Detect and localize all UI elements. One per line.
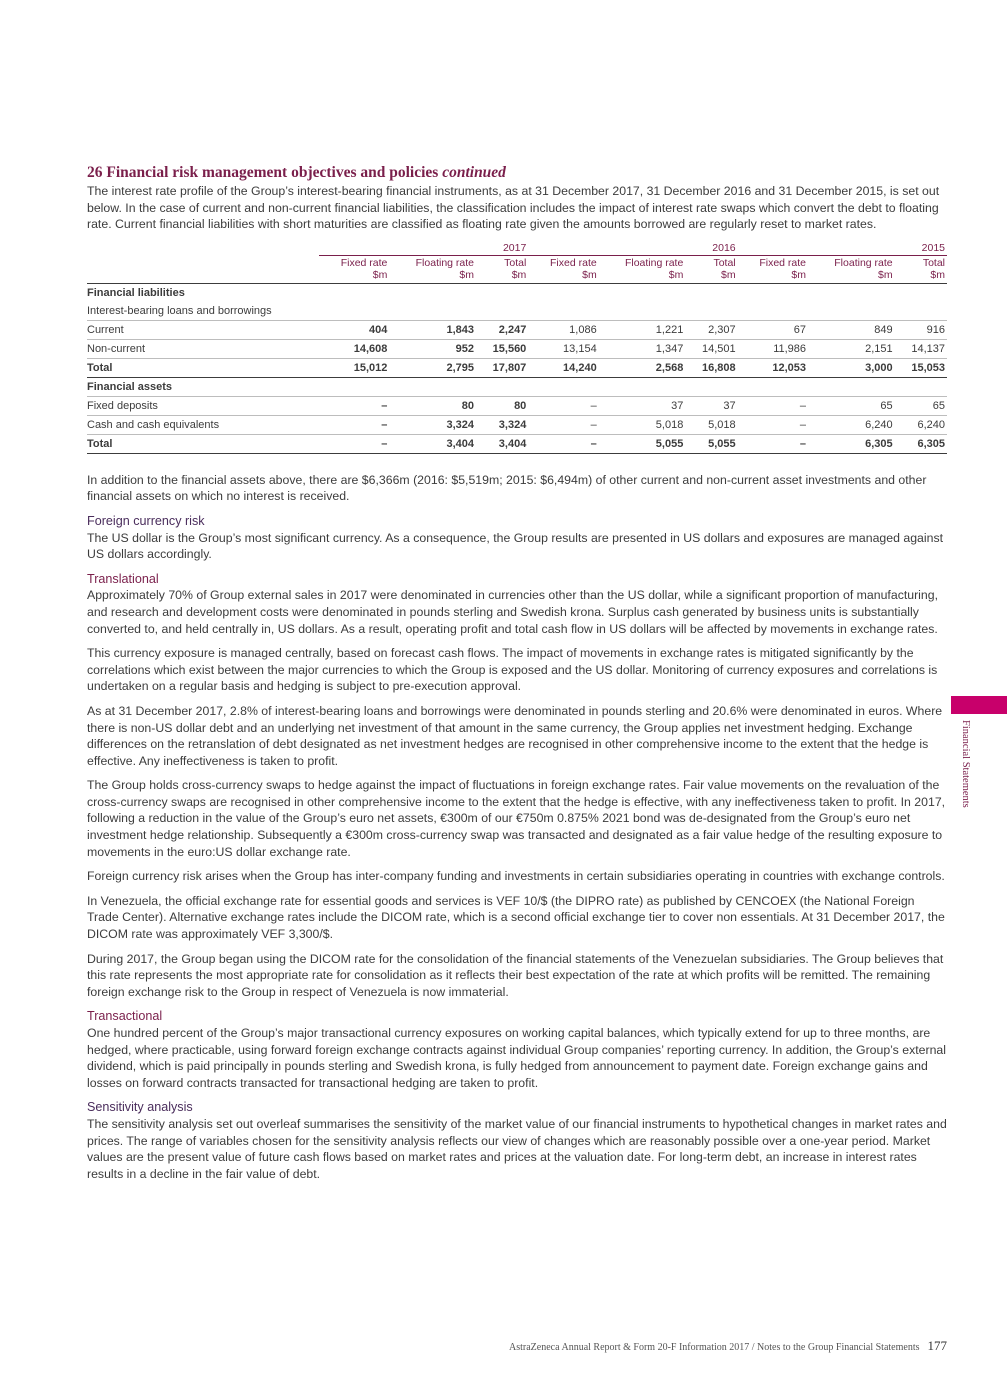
col-floating-2017: Floating rate $m [389, 255, 476, 283]
transactional-paragraph: One hundred percent of the Group’s major transactional currency exposures on working capital balances, which typically extend for up to three months, are hedged, where practicable, using forward foreign exchange contracts against individual Group companies’ reporting currency. In addition, the Group’s external dividend, which is paid principally in pounds sterling and Swedish krona, is fully hedged from announcement to payment date. Foreign exchange gains and losses on forward contracts transacted for transactional hedging are taken to profit. [87, 1026, 946, 1090]
table-cell: 11,986 [738, 339, 808, 358]
col-floating-2016: Floating rate $m [599, 255, 686, 283]
translational-paragraph-1: Approximately 70% of Group external sales in 2017 were denominated in currencies other than the US dollar, while a significant proportion of manufacturing, and research and development costs were denominated in pounds sterling and Swedish krona. Surplus cash generated by business units is substantially converted to, and held centrally in, US dollars. As a result, operating profit and total cash flow in US dollars will be affected by movements in exchange rates. [87, 588, 939, 636]
fx-paragraph: The US dollar is the Group’s most significant currency. As a consequence, the Group results are presented in US dollars and exposures are managed against US dollars accordingly. [87, 530, 944, 562]
table-cell: 80 [476, 396, 528, 415]
table-cell: 3,404 [476, 434, 528, 453]
table-cell: 2,247 [476, 320, 528, 339]
table-cell: – [738, 434, 808, 453]
table-cell: 1,347 [599, 339, 686, 358]
table-cell: 15,053 [895, 358, 947, 377]
subsection-row-loans: Interest-bearing loans and borrowings [87, 302, 947, 321]
table-cell: – [528, 415, 598, 434]
translational-paragraph-6: In Venezuela, the official exchange rate for essential goods and services is VEF 10/$ (the DIPRO rate) as published by CENCOEX (the National Foreign Trade Center). Alternative exchange rates include the DICOM rate, which is a second official exchange tier to cover non essentials. At 31 December 2017, the DICOM rate was approximately VEF 3,300/$. [87, 893, 945, 942]
total-row [87, 434, 947, 453]
table-cell: 16,808 [685, 358, 737, 377]
heading-transactional: Transactional [87, 1009, 163, 1024]
title-suffix: continued [442, 164, 506, 181]
table-cell: 65 [808, 396, 895, 415]
table-cell: 13,154 [528, 339, 598, 358]
table-cell: 67 [738, 320, 808, 339]
heading-foreign-currency-risk: Foreign currency risk [87, 513, 205, 528]
table-cell: 5,018 [599, 415, 686, 434]
col-total-2017: Total $m [476, 255, 528, 283]
translational-paragraph-3: As at 31 December 2017, 2.8% of interest-bearing loans and borrowings were denominated in pounds sterling and 20.6% were denominated in euros. Where there is non-US dollar debt and an underlying net investment of that amount in the same currency, the Group applies net investment hedging. Exchange differences on the retranslation of debt designated as net investment hedges are recognised in other comprehensive income to the extent that the hedge is effective. Any ineffectiveness is taken to profit. [87, 703, 943, 768]
table-cell: – [738, 396, 808, 415]
table-cell: 12,053 [738, 358, 808, 377]
table-cell: 3,000 [808, 358, 895, 377]
table-cell: 14,240 [528, 358, 598, 377]
table-cell: 849 [808, 320, 895, 339]
heading-sensitivity-analysis: Sensitivity analysis [87, 1100, 193, 1115]
section-row-liabilities: Financial liabilities [87, 286, 185, 299]
table-cell: 6,305 [895, 434, 947, 453]
table-cell: – [319, 396, 389, 415]
table-cell: 1,221 [599, 320, 686, 339]
page-number: 177 [927, 1338, 947, 1353]
table-cell: 3,324 [476, 415, 528, 434]
table-cell: 6,240 [895, 415, 947, 434]
table-row [87, 320, 947, 339]
after-table-paragraph: In addition to the financial assets above, there are $6,366m (2016: $5,519m; 2015: $6,494m) of other current and non-current asset investments and other financial assets on which no interest is received. [87, 472, 927, 504]
table-cell: 37 [599, 396, 686, 415]
section-title: 26 Financial risk management objectives and policies continued [87, 164, 506, 181]
col-floating-2015: Floating rate $m [808, 255, 895, 283]
table-cell: – [528, 396, 598, 415]
table-cell: 3,404 [389, 434, 476, 453]
table-cell: – [319, 415, 389, 434]
table-cell: 6,305 [808, 434, 895, 453]
section-row-assets: Financial assets [87, 377, 947, 396]
table-cell: 916 [895, 320, 947, 339]
year-header-row [87, 241, 947, 256]
table-cell: – [528, 434, 598, 453]
table-cell: 2,795 [389, 358, 476, 377]
page-footer [509, 1338, 947, 1354]
col-fixed-2015: Fixed rate $m [738, 255, 808, 283]
table-cell: 2,151 [808, 339, 895, 358]
column-header-row [87, 255, 947, 283]
col-total-2015: Total $m [895, 255, 947, 283]
year-2017: 2017 [319, 241, 528, 256]
table-cell: 5,055 [685, 434, 737, 453]
translational-paragraph-2: This currency exposure is managed centrally, based on forecast cash flows. The impact of movements in exchange rates is mitigated significantly by the correlations which exist between the major currencies to which the Group is exposed and the US dollar. Monitoring of currency exposures and correlations is undertaken on a regular basis and hedging is subject to pre-execution approval. [87, 646, 938, 694]
table-cell: 952 [389, 339, 476, 358]
col-fixed-2016: Fixed rate $m [528, 255, 598, 283]
intro-paragraph: The interest rate profile of the Group’s interest-bearing financial instruments, as at 31 December 2017, 31 December 2016 and 31 December 2015, is set out below. In the case of current and non-current financial liabilities, the classification includes the impact of interest rate swaps which convert the debt to floating rate. Current financial liabilities with short maturities are classified as floating rate given the amounts borrowed are regularly reset to market rates. [87, 184, 940, 232]
table-cell: 2,568 [599, 358, 686, 377]
col-fixed-2017: Fixed rate $m [319, 255, 389, 283]
col-total-2016: Total $m [685, 255, 737, 283]
table-cell: 14,137 [895, 339, 947, 358]
section-side-label: Financial Statements [960, 720, 971, 808]
table-cell: 3,324 [389, 415, 476, 434]
heading-translational: Translational [87, 571, 159, 586]
translational-paragraph-7: During 2017, the Group began using the DICOM rate for the consolidation of the financial statements of the Venezuelan subsidiaries. The Group believes that this rate represents the most appropriate rate for consolidation as it reflects their best expectation of the rate at which profits will be remitted. The remaining foreign exchange risk to the Group in respect of Venezuela is now immaterial. [87, 951, 944, 999]
table-cell: 404 [319, 320, 389, 339]
row-label: Cash and cash equivalents [87, 415, 319, 434]
table-row [87, 415, 947, 434]
table-cell: 2,307 [685, 320, 737, 339]
year-2015: 2015 [738, 241, 947, 256]
table-cell: 15,012 [319, 358, 389, 377]
table-cell: 15,560 [476, 339, 528, 358]
table-cell: 5,018 [685, 415, 737, 434]
table-cell: 14,608 [319, 339, 389, 358]
year-2016: 2016 [528, 241, 737, 256]
table-cell: 65 [895, 396, 947, 415]
total-row [87, 358, 947, 377]
table-cell: 37 [685, 396, 737, 415]
table-cell: – [738, 415, 808, 434]
table-cell: 80 [389, 396, 476, 415]
section-tab-marker [951, 696, 1007, 714]
table-cell: 5,055 [599, 434, 686, 453]
row-label: Fixed deposits [87, 396, 319, 415]
translational-paragraph-4: The Group holds cross-currency swaps to hedge against the impact of fluctuations in foreign exchange rates. Fair value movements on the revaluation of the cross-currency swaps are recognised in other comprehensive income to the extent that the hedge is effective, with any ineffectiveness taken to profit. In 2017, following a reduction in the value of the Group’s euro net assets, €300m of our €750m 0.875% 2021 bond was de-designated from the Group’s euro net investment hedge relationship. Subsequently a €300m cross-currency swap was transacted and designated as a fair value hedge of the resulting exposure to movements in the euro:US dollar exchange rate. [87, 778, 946, 859]
interest-rate-profile-table [87, 241, 947, 454]
row-label: Non-current [87, 339, 319, 358]
page-content [87, 163, 947, 1190]
table-cell: 17,807 [476, 358, 528, 377]
table-cell: 1,086 [528, 320, 598, 339]
footer-text: AstraZeneca Annual Report & Form 20-F Information 2017 / Notes to the Group Financial Statements [509, 1342, 920, 1353]
translational-paragraph-5: Foreign currency risk arises when the Group has inter-company funding and investments in certain subsidiaries operating in countries with exchange controls. [87, 869, 945, 884]
table-cell: 14,501 [685, 339, 737, 358]
row-label: Current [87, 320, 319, 339]
table-row [87, 339, 947, 358]
table-row [87, 396, 947, 415]
table-cell: 1,843 [389, 320, 476, 339]
row-label: Total [87, 434, 319, 453]
row-label: Total [87, 358, 319, 377]
table-cell: 6,240 [808, 415, 895, 434]
sensitivity-paragraph: The sensitivity analysis set out overleaf summarises the sensitivity of the market value of our financial instruments to hypothetical changes in market rates and prices. The range of variables chosen for the sensitivity analysis reflects our view of changes which are reasonably possible over a one-year period. Market values are the present value of future cash flows based on market rates and prices at the valuation date. For long-term debt, an increase in interest rates results in a decline in the fair value of debt. [87, 1116, 947, 1181]
table-cell: – [319, 434, 389, 453]
